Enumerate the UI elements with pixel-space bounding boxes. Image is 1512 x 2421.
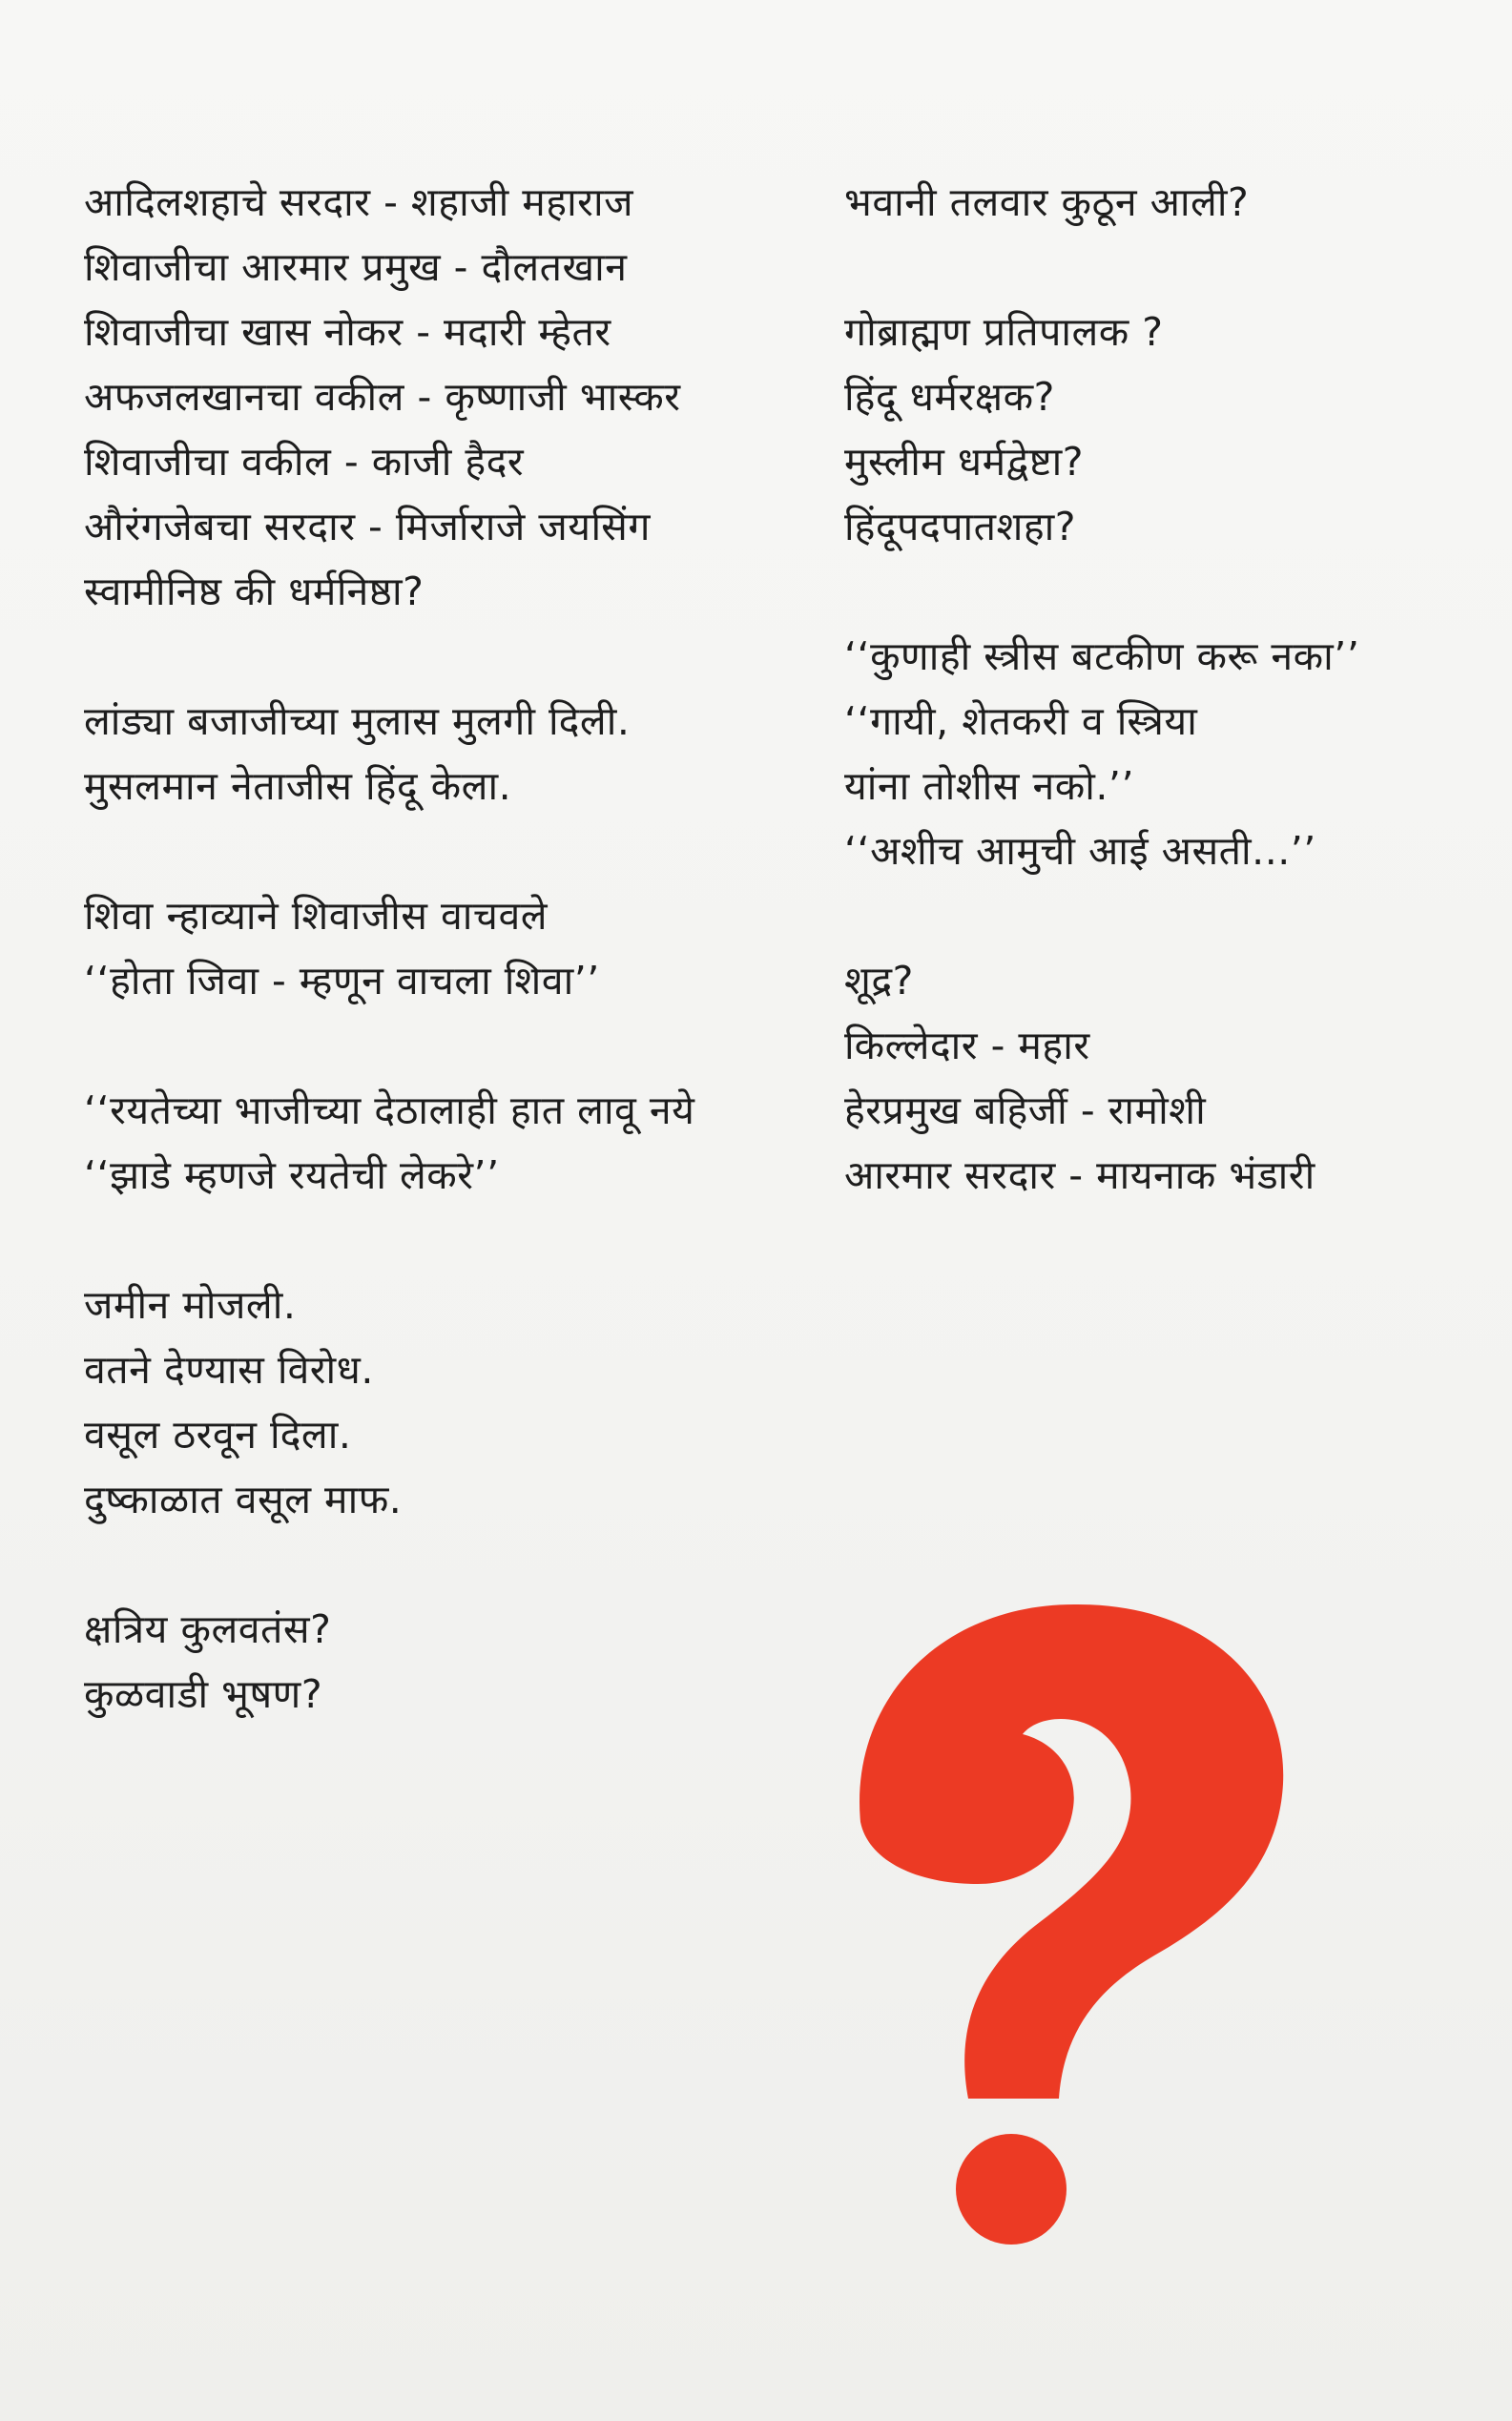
paragraph-spacer bbox=[84, 1208, 828, 1273]
text-line: ‘‘गायी, शेतकरी व स्त्रिया bbox=[844, 698, 1198, 744]
text-line: शूद्र? bbox=[844, 958, 914, 1004]
text-line: ‘‘रयतेच्या भाजीच्या देठालाही हात लावू नये bbox=[84, 1087, 695, 1133]
text-line: हिंदू धर्मरक्षक? bbox=[844, 374, 1055, 420]
paragraph-spacer bbox=[84, 818, 828, 883]
text-line: ‘‘झाडे म्हणजे रयतेची लेकरे’’ bbox=[84, 1152, 500, 1198]
text-line: हेरप्रमुख बहिर्जी - रामोशी bbox=[844, 1087, 1207, 1133]
text-line: ‘‘कुणाही स्त्रीस बटकीण करू नका’’ bbox=[844, 633, 1360, 679]
text-line: गोब्राह्मण प्रतिपालक ? bbox=[844, 309, 1164, 355]
text-line: कुळवाडी भूषण? bbox=[84, 1671, 323, 1717]
text-line: लांड्या बजाजीच्या मुलास मुलगी दिली. bbox=[84, 698, 631, 744]
question-mark-dot bbox=[956, 2134, 1067, 2245]
text-line: आरमार सरदार - मायनाक भंडारी bbox=[844, 1152, 1315, 1198]
text-line: किल्लेदार - महार bbox=[844, 1023, 1090, 1068]
text-line: स्वामीनिष्ठ की धर्मनिष्ठा? bbox=[84, 569, 425, 614]
paragraph-spacer bbox=[844, 559, 1493, 624]
question-mark-icon bbox=[839, 1583, 1297, 2251]
text-line: वसूल ठरवून दिला. bbox=[84, 1412, 352, 1458]
text-line: मुस्लीम धर्मद्वेष्टा? bbox=[844, 439, 1085, 485]
paragraph-spacer bbox=[84, 1532, 828, 1597]
right-text-column bbox=[844, 170, 1493, 1208]
text-line: दुष्काळात वसूल माफ. bbox=[84, 1477, 403, 1522]
text-line: जमीन मोजली. bbox=[84, 1282, 297, 1328]
text-line: अफजलखानचा वकील - कृष्णाजी भास्कर bbox=[84, 374, 681, 420]
text-line: ‘‘होता जिवा - म्हणून वाचला शिवा’’ bbox=[84, 958, 600, 1004]
text-line: मुसलमान नेताजीस हिंदू केला. bbox=[84, 763, 512, 809]
text-line: ‘‘अशीच आमुची आई असती...’’ bbox=[844, 828, 1316, 874]
left-text-column bbox=[84, 170, 828, 1727]
paragraph-spacer bbox=[84, 624, 828, 689]
text-line: शिवाजीचा आरमार प्रमुख - दौलतखान bbox=[84, 244, 628, 290]
text-line: औरंगजेबचा सरदार - मिर्जाराजे जयसिंग bbox=[84, 504, 651, 549]
paragraph-spacer bbox=[844, 235, 1493, 300]
text-line: भवानी तलवार कुठून आली? bbox=[844, 179, 1250, 225]
paragraph-spacer bbox=[84, 1013, 828, 1078]
text-line: क्षत्रिय कुलवतंस? bbox=[84, 1606, 332, 1652]
paragraph-spacer bbox=[844, 883, 1493, 948]
text-line: शिवाजीचा वकील - काजी हैदर bbox=[84, 439, 525, 485]
text-line: शिवा न्हाव्याने शिवाजीस वाचवले bbox=[84, 893, 549, 939]
text-line: आदिलशहाचे सरदार - शहाजी महाराज bbox=[84, 179, 633, 225]
text-line: वतने देण्यास विरोध. bbox=[84, 1347, 374, 1393]
text-line: हिंदूपदपातशहा? bbox=[844, 504, 1077, 549]
text-line: यांना तोशीस नको.’’ bbox=[844, 763, 1135, 809]
question-mark-hook bbox=[860, 1604, 1283, 2099]
text-line: शिवाजीचा खास नोकर - मदारी म्हेतर bbox=[84, 309, 611, 355]
